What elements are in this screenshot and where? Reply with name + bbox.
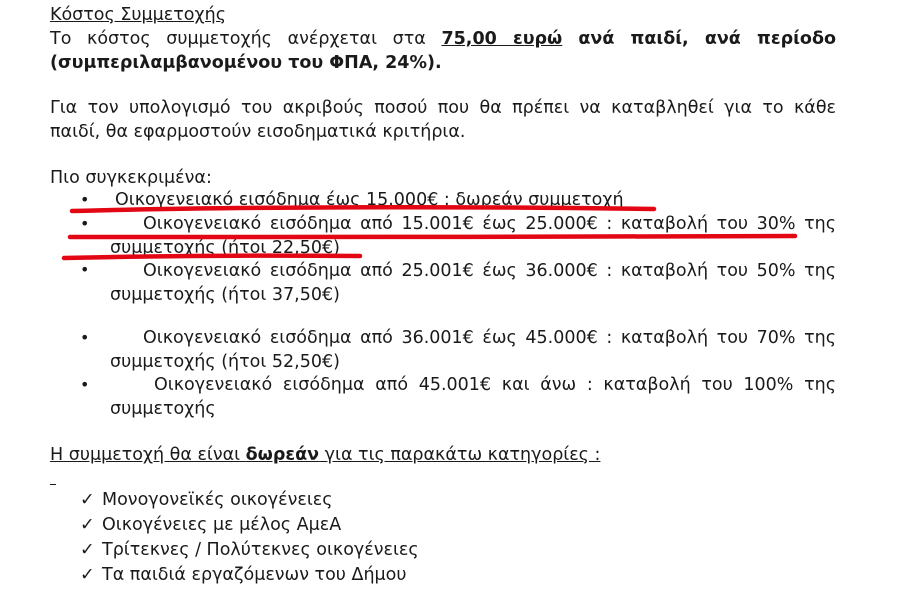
free-heading-bold: δωρεάν bbox=[245, 445, 320, 465]
specifically-label: Πιο συγκεκριμένα: bbox=[50, 168, 212, 188]
bullet-icon: • bbox=[80, 214, 90, 233]
category-text: Μονογονεϊκές οικογένειες bbox=[102, 490, 333, 510]
bullet-icon: • bbox=[80, 190, 90, 209]
bullet-icon: • bbox=[80, 375, 90, 394]
bullet-icon: • bbox=[80, 260, 90, 279]
cost-line-2 bbox=[50, 51, 442, 75]
cost-text: Το κόστος συμμετοχής ανέρχεται στα bbox=[50, 29, 442, 49]
bullet-text-cont: συμμετοχής bbox=[110, 399, 216, 419]
cost-per-child: ανά παιδί, ανά περίοδο bbox=[562, 29, 836, 49]
check-icon: ✓ bbox=[80, 515, 95, 535]
cost-line-1 bbox=[50, 27, 836, 51]
free-heading-pre: Η συμμετοχή θα είναι bbox=[50, 445, 246, 465]
bullet-text: Οικογενειακό εισόδημα από 36.001€ έως 45.000€ : καταβολή του 70% της bbox=[143, 328, 836, 348]
bullet-text-cont: συμμετοχής (ήτοι 22,50€) bbox=[110, 238, 340, 258]
cost-amount: 75,00 ευρώ bbox=[441, 29, 563, 49]
bullet-text-cont: συμμετοχής (ήτοι 37,50€) bbox=[110, 285, 340, 305]
check-icon: ✓ bbox=[80, 490, 95, 510]
category-text: Τα παιδιά εργαζόμενων του Δήμου bbox=[102, 565, 407, 585]
criteria-paragraph-line-2: παιδί, θα εφαρμοστούν εισοδηματικά κριτήρια. bbox=[50, 122, 466, 142]
check-icon: ✓ bbox=[80, 565, 95, 585]
free-heading-post: για τις παρακάτω κατηγορίες : bbox=[319, 445, 601, 465]
criteria-paragraph-line-1: Για τον υπολογισμό του ακριβούς ποσού που θα πρέπει να καταβληθεί για το κάθε bbox=[50, 98, 836, 118]
bullet-text: Οικογενειακό εισόδημα από 15.001€ έως 25.000€ : καταβολή του 30% της bbox=[143, 214, 836, 234]
bullet-icon: • bbox=[80, 328, 90, 347]
free-categories-heading bbox=[50, 443, 600, 467]
cost-heading: Κόστος Συμμετοχής bbox=[50, 5, 226, 25]
category-text: Οικογένειες με μέλος ΑμεΑ bbox=[102, 515, 342, 535]
bullet-text: Οικογενειακό εισόδημα έως 15.000€ : δωρεάν συμμετοχή bbox=[115, 190, 624, 210]
bullet-text: Οικογενειακό εισόδημα από 25.001€ έως 36.000€ : καταβολή του 50% της bbox=[143, 261, 836, 281]
empty-underlined-line bbox=[50, 470, 56, 485]
cost-vat-note: (συμπεριλαμβανομένου του ΦΠΑ, 24%). bbox=[50, 53, 442, 73]
check-icon: ✓ bbox=[80, 540, 95, 560]
bullet-text: Οικογενειακό εισόδημα από 45.001€ και άνω : καταβολή του 100% της bbox=[154, 375, 836, 395]
category-text: Τρίτεκνες / Πολύτεκνες οικογένειες bbox=[102, 540, 419, 560]
bullet-text-cont: συμμετοχής (ήτοι 52,50€) bbox=[110, 352, 340, 372]
